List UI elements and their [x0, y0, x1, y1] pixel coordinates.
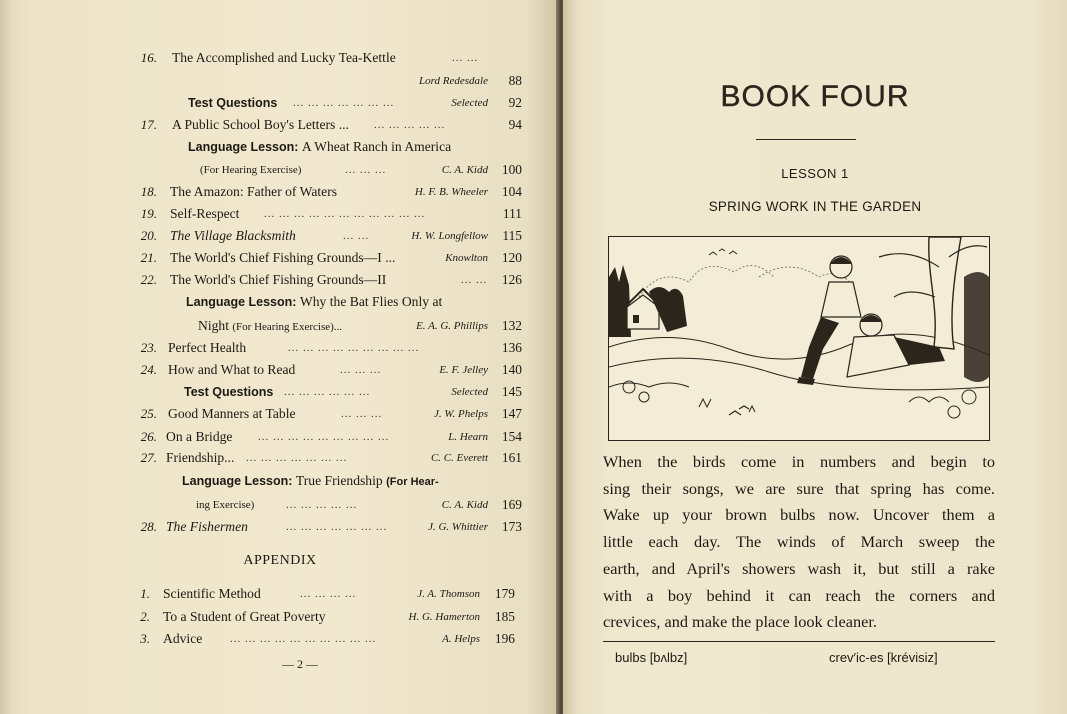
- toc-entry-title: How and What to Read: [168, 362, 296, 377]
- appendix-entry-title: Scientific Method: [163, 586, 261, 601]
- toc-entry-number: 26.: [140, 429, 157, 444]
- toc-entry-note: (For Hear-: [386, 476, 439, 488]
- toc-entry-number: 22.: [140, 272, 157, 287]
- toc-leader-dots: ... ...: [461, 274, 488, 286]
- toc-entry-title: The Amazon: Father of Waters: [170, 184, 338, 199]
- toc-leader-dots: ... ... ... ... ...: [374, 119, 446, 131]
- toc-entry: [0, 225, 560, 247]
- toc-page-number: 94: [508, 117, 522, 132]
- toc-entry: [0, 247, 560, 269]
- footnote-crevices: crev′ic-es [krévisiz]: [829, 650, 938, 665]
- toc-entry-number: 25.: [140, 406, 157, 421]
- toc-leader-dots: ... ... ... ... ... ...: [284, 386, 371, 398]
- toc-entry-title: On a Bridge: [166, 429, 233, 444]
- toc-entry-author: Knowlton: [445, 252, 488, 264]
- right-page-lesson: [563, 0, 1067, 714]
- toc-entry-author: Lord Redesdale: [419, 75, 488, 87]
- toc-page-number: 154: [501, 429, 522, 444]
- toc-entry-title: (For Hearing Exercise): [200, 164, 302, 176]
- toc-leader-dots: ... ... ... ... ... ... ...: [246, 452, 348, 464]
- body-line: crevices, and make the place look cleaner.: [603, 612, 877, 632]
- body-line: Wake up your brown bulbs now. Uncover them a: [603, 505, 995, 525]
- toc-entry-number: 18.: [140, 184, 157, 199]
- toc-entry-author: Selected: [451, 97, 488, 109]
- toc-entry: [0, 470, 560, 492]
- toc-entry-author: C. A. Kidd: [441, 499, 488, 511]
- body-line: earth, and April's showers wash it, but still a rake: [603, 558, 995, 578]
- appendix-entry-title: Advice: [163, 631, 203, 646]
- toc-entry-number: 20.: [140, 228, 157, 243]
- toc-entry-title: The World's Chief Fishing Grounds—I ...: [170, 250, 396, 265]
- toc-entry-title: The Village Blacksmith: [170, 228, 296, 243]
- toc-entry: [0, 181, 560, 203]
- toc-entry-subtitle: Why the Bat Flies Only at: [299, 294, 443, 309]
- appendix-page-number: 196: [494, 631, 515, 646]
- toc-entry-title: Test Questions: [188, 96, 278, 110]
- two-boys-illustration: [609, 237, 989, 440]
- toc-page-number: 111: [502, 206, 522, 221]
- toc-entry: [0, 447, 560, 469]
- toc-page-number: 120: [501, 250, 522, 265]
- toc-entry-author: E. F. Jelley: [439, 364, 488, 376]
- footnote-rule: [603, 641, 995, 642]
- toc-entry-author: E. A. G. Phillips: [416, 320, 488, 332]
- toc-entry-title: A Public School Boy's Letters ...: [172, 117, 349, 132]
- toc-entry: [0, 315, 560, 337]
- appendix-entry: [0, 583, 560, 605]
- toc-entry: [0, 426, 560, 448]
- page-folio: — 2 —: [282, 657, 318, 671]
- toc-entry: [0, 136, 560, 158]
- toc-entry: [0, 403, 560, 425]
- toc-entry-number: 28.: [140, 519, 157, 534]
- toc-entry-title: The World's Chief Fishing Grounds—II: [170, 272, 387, 287]
- footnote-bulbs: bulbs [bʌlbz]: [615, 650, 688, 665]
- toc-entry-title: The Fishermen: [166, 519, 248, 534]
- toc-entry: [0, 92, 560, 114]
- toc-page-number: 140: [501, 362, 522, 377]
- toc-entry-number: 24.: [140, 362, 157, 377]
- toc-entry: [0, 359, 560, 381]
- toc-page-number: 104: [501, 184, 522, 199]
- lesson-label: LESSON 1: [781, 166, 849, 181]
- toc-leader-dots: ... ... ... ... ... ... ... ... ... ... ...: [264, 208, 426, 220]
- toc-entry-title: The Accomplished and Lucky Tea-Kettle: [172, 50, 396, 65]
- appendix-entry-author: J. A. Thomson: [417, 588, 480, 600]
- toc-entry: [0, 269, 560, 291]
- toc-entry: [0, 203, 560, 225]
- toc-page-number: 126: [501, 272, 522, 287]
- toc-entry-number: 27.: [140, 450, 157, 465]
- appendix-entry-title: To a Student of Great Poverty: [163, 609, 326, 624]
- toc-entry-author: H. F. B. Wheeler: [414, 186, 488, 198]
- appendix-entry-author: A. Helps: [442, 633, 480, 645]
- toc-leader-dots: ... ... ... ... ... ... ... ... ...: [288, 342, 420, 354]
- toc-entry-subtitle: True Friendship: [295, 473, 383, 488]
- toc-leader-dots: ... ... ... ... ... ... ...: [286, 521, 388, 533]
- toc-entry: [0, 47, 560, 69]
- toc-entry-author: J. W. Phelps: [434, 408, 488, 420]
- toc-entry-title: ing Exercise): [196, 499, 255, 511]
- toc-page-number: 161: [501, 450, 522, 465]
- body-line: When the birds come in numbers and begin to: [603, 452, 995, 471]
- toc-entry-number: 21.: [140, 250, 157, 265]
- toc-entry-title: Perfect Health: [168, 340, 247, 355]
- appendix-page-number: 185: [494, 609, 515, 624]
- toc-leader-dots: ... ...: [343, 230, 370, 242]
- toc-entry-title: Language Lesson: True Friendship (For Hear-: [182, 473, 439, 488]
- toc-page-number: 147: [501, 406, 522, 421]
- toc-entry: [0, 159, 560, 181]
- toc-entry: [0, 516, 560, 538]
- lesson-title: SPRING WORK IN THE GARDEN: [708, 199, 922, 214]
- toc-entry-number: 23.: [140, 340, 157, 355]
- appendix-entry-number: 1.: [140, 586, 150, 601]
- toc-page-number: 145: [501, 384, 522, 399]
- toc-leader-dots: ... ... ... ... ... ... ... ... ...: [258, 431, 390, 443]
- toc-page-number: 173: [501, 519, 522, 534]
- appendix-entry-author: H. G. Hamerton: [408, 611, 480, 623]
- toc-entry: [0, 291, 560, 313]
- appendix-leader-dots: ... ... ... ...: [300, 588, 357, 600]
- toc-leader-dots: ... ... ... ... ...: [286, 499, 358, 511]
- toc-entry-title: Friendship...: [166, 450, 235, 465]
- toc-entry: [0, 494, 560, 516]
- toc-page-number: 92: [508, 95, 522, 110]
- appendix-entry: [0, 606, 560, 628]
- lesson-illustration: [608, 236, 990, 441]
- toc-entry-title: Language Lesson: Why the Bat Flies Only at: [186, 294, 443, 309]
- toc-entry-author: J. G. Whittier: [428, 521, 488, 533]
- body-line: with a boy behind it can reach the corners and: [603, 585, 995, 605]
- toc-page-number: 88: [508, 73, 522, 88]
- toc-entry-author: H. W. Longfellow: [411, 230, 488, 242]
- toc-entry-subtitle: A Wheat Ranch in America: [301, 139, 452, 154]
- toc-page-number: 169: [501, 497, 522, 512]
- toc-entry-title: Night (For Hearing Exercise)...: [198, 318, 343, 333]
- toc-entry-title: Language Lesson: A Wheat Ranch in America: [188, 139, 452, 154]
- appendix-page-number: 179: [494, 586, 515, 601]
- toc-leader-dots: ... ... ...: [340, 364, 382, 376]
- appendix-heading: APPENDIX: [243, 553, 317, 568]
- title-rule: [756, 139, 856, 140]
- toc-page-number: 115: [502, 228, 522, 243]
- toc-entry-title: Test Questions: [184, 385, 274, 399]
- toc-entry-author: C. A. Kidd: [441, 164, 488, 176]
- toc-entry: [0, 114, 560, 136]
- toc-page-number: 100: [501, 162, 522, 177]
- toc-leader-dots: ... ...: [452, 52, 479, 64]
- book-title: BOOK FOUR: [720, 80, 910, 113]
- toc-page-number: 132: [501, 318, 522, 333]
- toc-entry-author: Selected: [451, 386, 488, 398]
- toc-entry-number: 17.: [140, 117, 157, 132]
- toc-leader-dots: ... ... ...: [341, 408, 383, 420]
- toc-entry-title: Good Manners at Table: [168, 406, 296, 421]
- lesson-body-text: [603, 449, 995, 636]
- appendix-leader-dots: ... ... ... ... ... ... ... ... ... ...: [230, 633, 377, 645]
- body-line: little each day. The winds of March sweep the: [603, 532, 995, 552]
- toc-entry-author: L. Hearn: [448, 431, 488, 443]
- toc-page-number: 136: [501, 340, 522, 355]
- toc-leader-dots: ... ... ... ... ... ... ...: [293, 97, 395, 109]
- toc-entry-number: 19.: [140, 206, 157, 221]
- appendix-entry-number: 2.: [140, 609, 150, 624]
- toc-entry: [0, 337, 560, 359]
- toc-entry-note: (For Hearing Exercise)...: [232, 321, 343, 333]
- toc-entry-title: Self-Respect: [170, 206, 240, 221]
- toc-entry-author: C. C. Everett: [430, 452, 488, 464]
- toc-entry-number: 16.: [140, 50, 157, 65]
- appendix-entry-number: 3.: [140, 631, 150, 646]
- toc-entry: [0, 70, 560, 92]
- toc-leader-dots: ... ... ...: [345, 164, 387, 176]
- appendix-entry: [0, 628, 560, 650]
- body-line: sing their songs, we are sure that spring has come.: [603, 478, 995, 498]
- toc-entry: [0, 381, 560, 403]
